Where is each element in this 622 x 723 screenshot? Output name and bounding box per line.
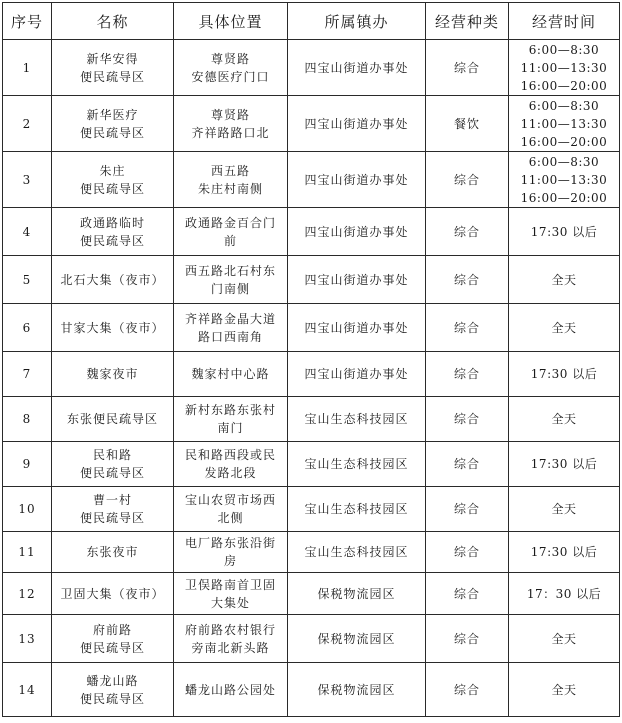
time-line: 6:00—8:30 bbox=[528, 154, 600, 169]
office-cell: 宝山生态科技园区 bbox=[288, 442, 426, 487]
type-cell: 综合 bbox=[426, 208, 509, 256]
table-row bbox=[3, 615, 620, 663]
location-cell bbox=[174, 442, 288, 487]
location-line: 西五路 bbox=[210, 163, 250, 178]
name-cell bbox=[52, 532, 174, 573]
location-cell bbox=[174, 397, 288, 442]
name-line: 新华安得 bbox=[86, 51, 139, 66]
time-line: 11:00—13:30 bbox=[520, 116, 608, 131]
header-cell-type: 经营种类 bbox=[426, 3, 509, 40]
time-line: 全天 bbox=[551, 682, 577, 697]
name-cell bbox=[52, 573, 174, 615]
name-line: 东张夜市 bbox=[86, 545, 139, 559]
time-line: 全天 bbox=[551, 631, 577, 646]
type-cell: 综合 bbox=[426, 442, 509, 487]
table-row bbox=[3, 442, 620, 487]
time-line: 全天 bbox=[551, 320, 577, 335]
table-row bbox=[3, 397, 620, 442]
time-line: 16:00—20:00 bbox=[520, 134, 608, 149]
table-body bbox=[3, 40, 620, 717]
time-line: 16:00—20:00 bbox=[520, 78, 608, 93]
row-number-cell: 8 bbox=[3, 397, 52, 442]
time-line: 6:00—8:30 bbox=[528, 42, 600, 57]
row-number-cell: 3 bbox=[3, 152, 52, 208]
location-line: 旁南北新头路 bbox=[191, 640, 270, 655]
table-row bbox=[3, 663, 620, 717]
location-cell bbox=[174, 532, 288, 573]
location-line: 尊贤路 bbox=[210, 51, 250, 66]
office-cell: 保税物流园区 bbox=[288, 663, 426, 717]
name-cell bbox=[52, 304, 174, 352]
location-line: 卫俣路南首卫固 bbox=[184, 577, 276, 592]
office-cell: 四宝山街道办事处 bbox=[288, 96, 426, 152]
time-line: 17:30 以后 bbox=[530, 224, 598, 239]
table-row bbox=[3, 256, 620, 304]
time-cell bbox=[509, 352, 620, 397]
name-line: 府前路 bbox=[92, 622, 132, 637]
time-cell bbox=[509, 573, 620, 615]
location-line: 北侧 bbox=[217, 511, 244, 525]
name-cell bbox=[52, 352, 174, 397]
time-cell bbox=[509, 152, 620, 208]
name-cell bbox=[52, 487, 174, 532]
time-cell bbox=[509, 487, 620, 532]
row-number-cell: 14 bbox=[3, 663, 52, 717]
location-cell bbox=[174, 208, 288, 256]
header-cell-office: 所属镇办 bbox=[288, 3, 426, 40]
row-number-cell: 12 bbox=[3, 573, 52, 615]
location-line: 房 bbox=[223, 554, 237, 568]
time-line: 17：30 以后 bbox=[526, 586, 602, 601]
name-line: 北石大集（夜市） bbox=[60, 272, 165, 287]
name-line: 卫固大集（夜市） bbox=[60, 586, 165, 601]
type-cell: 综合 bbox=[426, 256, 509, 304]
table-row bbox=[3, 152, 620, 208]
name-line: 政通路临时 bbox=[79, 215, 145, 230]
name-line: 魏家夜市 bbox=[86, 367, 139, 381]
row-number-cell: 13 bbox=[3, 615, 52, 663]
location-line: 齐祥路路口北 bbox=[191, 125, 270, 140]
row-number-cell: 10 bbox=[3, 487, 52, 532]
market-table bbox=[2, 2, 620, 717]
time-cell bbox=[509, 304, 620, 352]
location-cell bbox=[174, 615, 288, 663]
header-cell-time: 经营时间 bbox=[509, 3, 620, 40]
header-row bbox=[3, 3, 620, 40]
name-line: 便民疏导区 bbox=[79, 69, 145, 84]
time-line: 6:00—8:30 bbox=[528, 98, 600, 113]
type-cell: 综合 bbox=[426, 352, 509, 397]
row-number-cell: 1 bbox=[3, 40, 52, 96]
location-line: 南门 bbox=[217, 421, 244, 435]
row-number-cell: 9 bbox=[3, 442, 52, 487]
time-line: 16:00—20:00 bbox=[520, 190, 608, 205]
name-line: 新华医疗 bbox=[86, 107, 139, 122]
office-cell: 宝山生态科技园区 bbox=[288, 487, 426, 532]
table-row bbox=[3, 304, 620, 352]
location-cell bbox=[174, 152, 288, 208]
office-cell: 四宝山街道办事处 bbox=[288, 40, 426, 96]
location-cell bbox=[174, 487, 288, 532]
time-line: 全天 bbox=[551, 412, 577, 426]
time-line: 17:30 以后 bbox=[530, 457, 598, 471]
type-cell: 综合 bbox=[426, 397, 509, 442]
name-line: 便民疏导区 bbox=[79, 640, 145, 655]
name-cell bbox=[52, 397, 174, 442]
location-cell bbox=[174, 40, 288, 96]
name-line: 便民疏导区 bbox=[79, 181, 145, 196]
time-cell bbox=[509, 615, 620, 663]
location-line: 朱庄村南侧 bbox=[197, 181, 263, 196]
office-cell: 宝山生态科技园区 bbox=[288, 532, 426, 573]
time-line: 17:30 以后 bbox=[530, 367, 598, 381]
name-line: 蟠龙山路 bbox=[86, 673, 139, 688]
office-cell: 保税物流园区 bbox=[288, 615, 426, 663]
location-line: 新村东路东张村 bbox=[184, 403, 276, 417]
office-cell: 保税物流园区 bbox=[288, 573, 426, 615]
table-row bbox=[3, 573, 620, 615]
type-cell: 餐饮 bbox=[426, 96, 509, 152]
name-cell bbox=[52, 256, 174, 304]
name-line: 便民疏导区 bbox=[79, 691, 145, 706]
office-cell: 四宝山街道办事处 bbox=[288, 208, 426, 256]
table-row bbox=[3, 40, 620, 96]
location-line: 安德医疗门口 bbox=[191, 69, 270, 84]
office-cell: 宝山生态科技园区 bbox=[288, 397, 426, 442]
name-line: 便民疏导区 bbox=[79, 466, 145, 480]
type-cell: 综合 bbox=[426, 532, 509, 573]
time-line: 17:30 以后 bbox=[530, 545, 598, 559]
table-row bbox=[3, 487, 620, 532]
location-line: 蟠龙山路公园处 bbox=[184, 682, 276, 697]
name-cell bbox=[52, 152, 174, 208]
office-cell: 四宝山街道办事处 bbox=[288, 152, 426, 208]
row-number-cell: 6 bbox=[3, 304, 52, 352]
table-row bbox=[3, 208, 620, 256]
row-number-cell: 2 bbox=[3, 96, 52, 152]
location-line: 路口西南角 bbox=[197, 329, 263, 344]
type-cell: 综合 bbox=[426, 152, 509, 208]
location-line: 宝山农贸市场西 bbox=[184, 493, 276, 507]
time-line: 全天 bbox=[551, 502, 577, 516]
location-line: 政通路金百合门 bbox=[184, 215, 276, 230]
name-line: 便民疏导区 bbox=[79, 125, 145, 140]
row-number-cell: 4 bbox=[3, 208, 52, 256]
table-row bbox=[3, 532, 620, 573]
time-cell bbox=[509, 96, 620, 152]
location-cell bbox=[174, 663, 288, 717]
location-line: 发路北段 bbox=[204, 466, 257, 480]
name-line: 朱庄 bbox=[99, 163, 126, 178]
office-cell: 四宝山街道办事处 bbox=[288, 352, 426, 397]
location-line: 府前路农村银行 bbox=[184, 622, 276, 637]
location-cell bbox=[174, 304, 288, 352]
time-cell bbox=[509, 40, 620, 96]
location-line: 电厂路东张沿街 bbox=[184, 536, 276, 550]
type-cell: 综合 bbox=[426, 615, 509, 663]
type-cell: 综合 bbox=[426, 487, 509, 532]
time-cell bbox=[509, 397, 620, 442]
name-cell bbox=[52, 40, 174, 96]
time-cell bbox=[509, 256, 620, 304]
name-cell bbox=[52, 96, 174, 152]
time-line: 11:00—13:30 bbox=[520, 172, 608, 187]
name-cell bbox=[52, 208, 174, 256]
location-cell bbox=[174, 256, 288, 304]
name-cell bbox=[52, 663, 174, 717]
name-line: 便民疏导区 bbox=[79, 511, 145, 525]
location-line: 民和路西段或民 bbox=[184, 448, 276, 462]
location-line: 门南侧 bbox=[210, 281, 250, 296]
name-line: 便民疏导区 bbox=[79, 233, 145, 248]
header-cell-no: 序号 bbox=[3, 3, 52, 40]
type-cell: 综合 bbox=[426, 663, 509, 717]
location-line: 大集处 bbox=[210, 595, 250, 610]
time-cell bbox=[509, 663, 620, 717]
location-line: 西五路北石村东 bbox=[184, 263, 276, 278]
location-line: 前 bbox=[223, 233, 237, 248]
header-cell-location: 具体位置 bbox=[174, 3, 288, 40]
table-row bbox=[3, 96, 620, 152]
row-number-cell: 11 bbox=[3, 532, 52, 573]
location-line: 尊贤路 bbox=[210, 107, 250, 122]
name-line: 民和路 bbox=[92, 448, 132, 462]
location-line: 齐祥路金晶大道 bbox=[184, 311, 276, 326]
name-line: 曹一村 bbox=[92, 493, 132, 507]
row-number-cell: 7 bbox=[3, 352, 52, 397]
name-cell bbox=[52, 442, 174, 487]
type-cell: 综合 bbox=[426, 304, 509, 352]
location-cell bbox=[174, 573, 288, 615]
time-line: 11:00—13:30 bbox=[520, 60, 608, 75]
time-cell bbox=[509, 442, 620, 487]
office-cell: 四宝山街道办事处 bbox=[288, 256, 426, 304]
type-cell: 综合 bbox=[426, 573, 509, 615]
location-cell bbox=[174, 96, 288, 152]
office-cell: 四宝山街道办事处 bbox=[288, 304, 426, 352]
time-cell bbox=[509, 532, 620, 573]
row-number-cell: 5 bbox=[3, 256, 52, 304]
time-cell bbox=[509, 208, 620, 256]
header-cell-name: 名称 bbox=[52, 3, 174, 40]
time-line: 全天 bbox=[551, 272, 577, 287]
table-row bbox=[3, 352, 620, 397]
location-line: 魏家村中心路 bbox=[191, 367, 270, 381]
type-cell: 综合 bbox=[426, 40, 509, 96]
location-cell bbox=[174, 352, 288, 397]
name-cell bbox=[52, 615, 174, 663]
name-line: 甘家大集（夜市） bbox=[60, 320, 165, 335]
name-line: 东张便民疏导区 bbox=[66, 412, 158, 426]
